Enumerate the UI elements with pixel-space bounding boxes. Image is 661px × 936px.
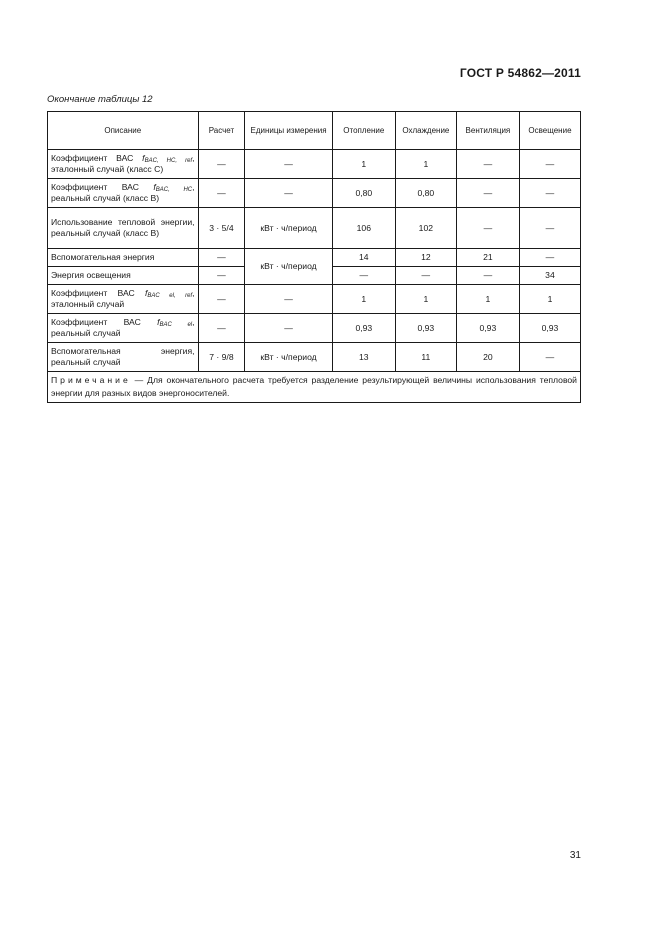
table-note [48,372,581,403]
row-heating: — [332,267,395,285]
row-cooling: 11 [395,343,456,372]
table-row [48,150,581,179]
table-row [48,208,581,249]
row-lighting: — [519,343,580,372]
row-calculation: — [198,314,245,343]
row-heating: 1 [332,285,395,314]
row-calculation: 3 · 5/4 [198,208,245,249]
table-note-row [48,372,581,403]
row-cooling: 0,80 [395,179,456,208]
table-row [48,285,581,314]
col-header-ventilation: Вентиляция [456,112,519,150]
row-ventilation: 0,93 [456,314,519,343]
row-ventilation: — [456,208,519,249]
col-header-heating: Отопление [332,112,395,150]
row-description: Коэффициент ВАС $f_{BAC, HC}$, реальный случай (класс В) [48,179,199,208]
table-row [48,343,581,372]
row-ventilation: 1 [456,285,519,314]
row-ventilation: 20 [456,343,519,372]
col-header-cooling: Охлаждение [395,112,456,150]
row-calculation: — [198,267,245,285]
row-units: — [245,179,332,208]
row-heating: 106 [332,208,395,249]
row-units: — [245,314,332,343]
row-heating: 14 [332,249,395,267]
row-heating: 0,93 [332,314,395,343]
row-units: — [245,285,332,314]
row-description: Коэффициент ВАС $f_{BAC, HC, ref}$, эталонный случай (класс С) [48,150,199,179]
row-cooling: — [395,267,456,285]
row-units: — [245,150,332,179]
row-description: Энергия освещения [48,267,199,285]
row-heating: 0,80 [332,179,395,208]
col-header-description: Описание [48,112,199,150]
row-calculation: 7 · 9/8 [198,343,245,372]
row-ventilation: — [456,267,519,285]
row-units: кВт · ч/период [245,343,332,372]
row-lighting: — [519,208,580,249]
row-units: кВт · ч/период [245,208,332,249]
table-header-row [48,112,581,150]
document-header: ГОСТ Р 54862—2011 [459,66,581,80]
row-heating: 1 [332,150,395,179]
row-calculation: — [198,179,245,208]
row-cooling: 1 [395,285,456,314]
page-number: 31 [569,850,581,861]
table-row [48,179,581,208]
row-description: Коэффициент ВАС $f_{BAC el, ref}$, эталонный случай [48,285,199,314]
row-lighting: — [519,150,580,179]
row-cooling: 102 [395,208,456,249]
table-row [48,249,581,267]
row-lighting: 0,93 [519,314,580,343]
row-ventilation: — [456,179,519,208]
row-calculation: — [198,249,245,267]
row-lighting: — [519,179,580,208]
row-calculation: — [198,150,245,179]
col-header-calculation: Расчет [198,112,245,150]
row-ventilation: — [456,150,519,179]
row-description: Вспомогательная энергия [48,249,199,267]
data-table [47,111,581,403]
row-lighting: 34 [519,267,580,285]
row-description: Коэффициент ВАС $f_{BAC el}$, реальный случай [48,314,199,343]
row-cooling: 12 [395,249,456,267]
table-caption: Окончание таблицы 12 [47,94,153,105]
row-cooling: 1 [395,150,456,179]
row-ventilation: 21 [456,249,519,267]
table-row [48,314,581,343]
note-text: — Для окончательного расчета требуется разделение результирующей величины использования тепловой энергии для разных видов энергоносителей. [51,375,577,398]
row-calculation: — [198,285,245,314]
row-cooling: 0,93 [395,314,456,343]
row-heating: 13 [332,343,395,372]
row-units-merged: кВт · ч/период [245,249,332,285]
note-label: Примечание [51,375,131,385]
row-description: Использование тепловой энергии, реальный случай (класс В) [48,208,199,249]
row-description: Вспомогательная энергия, реальный случай [48,343,199,372]
row-lighting: 1 [519,285,580,314]
row-lighting: — [519,249,580,267]
col-header-lighting: Освещение [519,112,580,150]
col-header-units: Единицы измерения [245,112,332,150]
